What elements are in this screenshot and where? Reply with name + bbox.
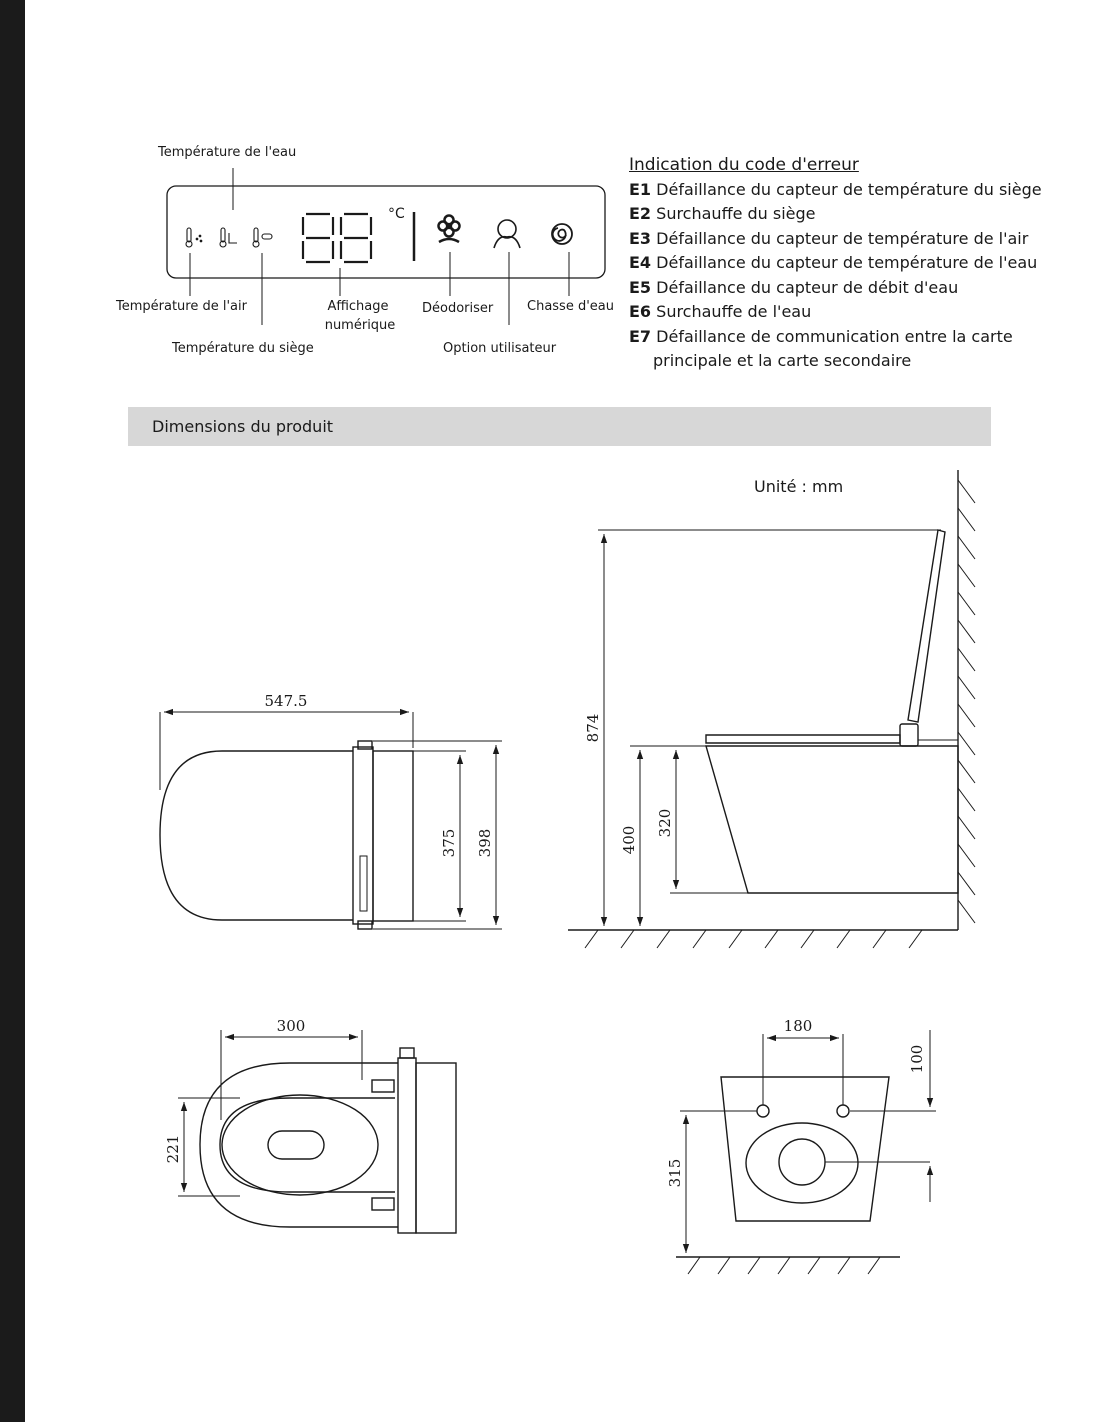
- bowl-side: [706, 746, 958, 893]
- top-view: [160, 712, 502, 929]
- label-water-temp: Température de l'eau: [158, 145, 297, 160]
- dim-300: 300: [276, 1017, 306, 1035]
- seat-temp-icon: [220, 228, 237, 247]
- error-item: E1 Défaillance du capteur de température du siège: [629, 179, 1042, 199]
- dim-547-5: 547.5: [264, 692, 308, 710]
- air-temp-icon: [186, 228, 202, 247]
- seat-outline-top: [160, 751, 353, 920]
- error-code-list: [629, 153, 1042, 374]
- section-header: Dimensions du produit: [128, 407, 991, 446]
- error-item-continuation: principale et la carte secondaire: [653, 351, 912, 370]
- label-display-line2: numérique: [324, 318, 396, 333]
- error-item: E4 Défaillance du capteur de température de l'eau: [629, 253, 1038, 272]
- bowl-rear: [721, 1077, 889, 1221]
- floor-hatching-rear: [688, 1257, 880, 1274]
- dim-375: 375: [440, 828, 458, 858]
- label-seat-temp: Température du siège: [172, 341, 314, 356]
- dim-320: 320: [656, 808, 674, 838]
- error-item: E5 Défaillance du capteur de débit d'eau: [629, 277, 959, 297]
- label-air-temp: Température de l'air: [116, 299, 247, 314]
- unit-label: Unité : mm: [754, 477, 844, 496]
- error-item: E3 Défaillance du capteur de température de l'air: [629, 228, 1029, 248]
- error-code-title: Indication du code d'erreur: [629, 155, 859, 175]
- seat-outline: [200, 1063, 398, 1227]
- dim-400: 400: [620, 825, 638, 855]
- error-item: E6 Surchauffe de l'eau: [629, 302, 812, 321]
- label-display-line1: Affichage: [327, 299, 389, 314]
- label-deodorize: Déodoriser: [422, 301, 494, 316]
- side-view: [568, 470, 975, 948]
- floor-hatching: [585, 930, 922, 948]
- dim-315: 315: [666, 1158, 684, 1188]
- error-item: E7 Défaillance de communication entre la carte: [629, 326, 1013, 346]
- wall-hatching: [958, 480, 975, 923]
- label-user-option: Option utilisateur: [443, 341, 557, 356]
- dim-180: 180: [783, 1017, 813, 1035]
- label-flush: Chasse d'eau: [527, 299, 614, 314]
- lid-raised: [908, 530, 945, 722]
- dim-874: 874: [584, 713, 602, 743]
- water-temp-icon: [253, 228, 272, 247]
- rear-view: [676, 1030, 936, 1274]
- dim-398: 398: [476, 828, 494, 858]
- dim-221: 221: [164, 1134, 182, 1164]
- degree-symbol: °C: [388, 206, 405, 222]
- flush-icon: [552, 224, 572, 244]
- flower-icon: [439, 216, 460, 243]
- seat-view: [178, 1030, 456, 1233]
- user-icon: [494, 220, 520, 248]
- dim-100: 100: [908, 1044, 926, 1074]
- error-item: E2 Surchauffe du siège: [629, 204, 816, 223]
- digital-display: [303, 214, 371, 262]
